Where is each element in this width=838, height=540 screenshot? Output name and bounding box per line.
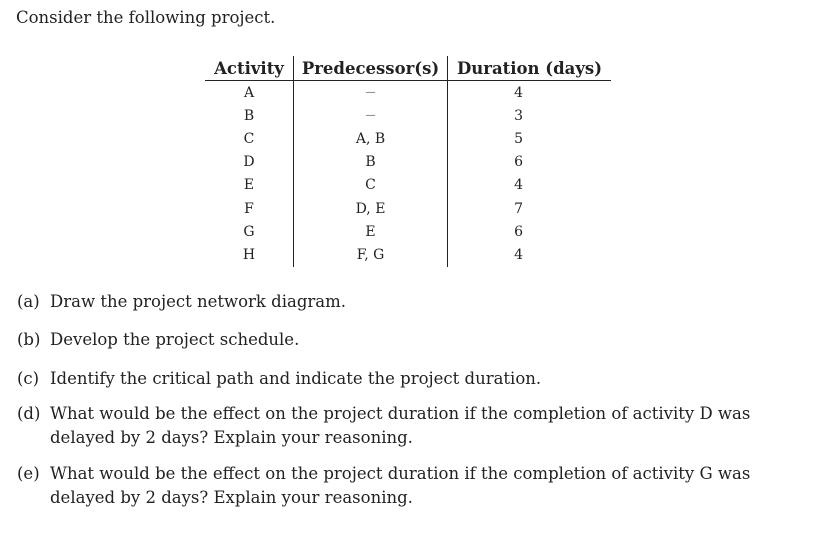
cell-duration: 6 — [514, 154, 523, 171]
cell-predecessors: — — [294, 104, 448, 127]
question-label: (c) — [17, 369, 40, 388]
cell-duration: 4 — [514, 246, 523, 263]
cell-duration: 4 — [514, 84, 523, 101]
cell-predecessors: D, E — [294, 197, 448, 220]
cell-predecessors: A, B — [294, 127, 448, 150]
question-label: (b) — [17, 330, 41, 349]
cell-duration: 4 — [514, 177, 523, 194]
cell-duration: 7 — [514, 200, 523, 217]
table-row — [205, 197, 611, 220]
question-a — [17, 290, 817, 314]
table-row — [205, 243, 611, 266]
cell-activity: H — [205, 243, 294, 266]
cell-duration: 3 — [514, 107, 523, 124]
cell-predecessors: F, G — [294, 243, 448, 266]
table-row — [205, 174, 611, 197]
cell-predecessors: C — [294, 174, 448, 197]
header-predecessors: Predecessor(s) — [294, 56, 448, 81]
cell-duration: 6 — [514, 223, 523, 240]
table-row — [205, 127, 611, 150]
header-duration: Duration (days) — [448, 56, 612, 81]
cell-duration: 5 — [514, 130, 523, 147]
question-c — [17, 367, 817, 391]
cell-activity: F — [205, 197, 294, 220]
question-d — [17, 402, 817, 450]
question-e — [17, 462, 817, 510]
question-label: (d) — [17, 404, 41, 423]
question-text: What would be the effect on the project duration if the completion of activity G was delayed by 2 days? Explain your reasoning. — [50, 464, 751, 507]
question-b — [17, 328, 817, 352]
cell-predecessors: B — [294, 151, 448, 174]
cell-predecessors: E — [294, 220, 448, 243]
table-row — [205, 151, 611, 174]
question-text: Develop the project schedule. — [50, 330, 300, 349]
cell-predecessors: — — [294, 81, 448, 105]
cell-activity: G — [205, 220, 294, 243]
project-table — [205, 56, 611, 267]
question-text: Identify the critical path and indicate the project duration. — [50, 369, 542, 388]
cell-activity: D — [205, 151, 294, 174]
cell-activity: E — [205, 174, 294, 197]
table-header-row — [205, 56, 611, 81]
question-text: What would be the effect on the project duration if the completion of activity D was delayed by 2 days? Explain your reasoning. — [50, 404, 751, 447]
table-row — [205, 81, 611, 105]
table-row — [205, 104, 611, 127]
question-label: (a) — [17, 292, 40, 311]
cell-activity: C — [205, 127, 294, 150]
table-row — [205, 220, 611, 243]
question-text: Draw the project network diagram. — [50, 292, 347, 311]
cell-activity: A — [205, 81, 294, 105]
header-activity: Activity — [205, 56, 294, 81]
question-label: (e) — [17, 464, 40, 483]
cell-activity: B — [205, 104, 294, 127]
intro-text: Consider the following project. — [16, 8, 276, 27]
